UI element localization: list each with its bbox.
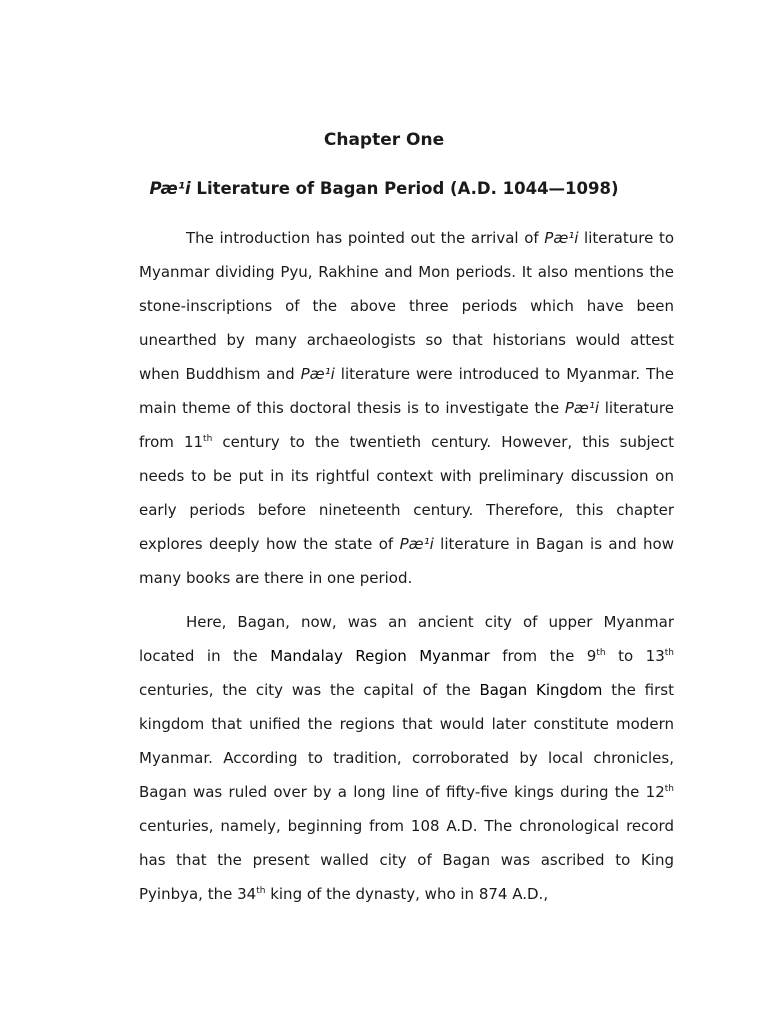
- ordinal-suffix: th: [203, 434, 213, 444]
- mandalay-region-link[interactable]: Mandalay Region Myanmar: [270, 647, 490, 665]
- paragraph-introduction: [139, 221, 674, 595]
- ordinal-suffix: th: [664, 784, 674, 794]
- text-run: literature from 11: [139, 399, 674, 451]
- text-run: literature were introduced to Myanmar. The main theme of this doctoral thesis is to investigate the: [139, 365, 674, 417]
- subtitle-text: Literature of Bagan Period (A.D. 1044—1098): [190, 179, 619, 198]
- pali-term: Pæ¹i: [149, 179, 191, 198]
- text-run: The introduction has pointed out the arrival of: [186, 229, 545, 247]
- ordinal-suffix: th: [664, 648, 674, 658]
- text-run: Here, Bagan, now, was an ancient city of upper Myanmar located in the: [139, 613, 674, 665]
- text-run: literature to Myanmar dividing Pyu, Rakhine and Mon periods. It also mentions the stone-inscriptions of the above three periods which have been unearthed by many archaeologists so that historians would attest when Buddhism and: [139, 229, 674, 383]
- paragraph-bagan: [139, 605, 674, 911]
- paragraph-bagan-clip: [139, 605, 674, 911]
- text-run: centuries, the city was the capital of the: [139, 681, 480, 699]
- pali-term: Pæ¹i: [399, 535, 434, 553]
- pali-term: Pæ¹i: [300, 365, 335, 383]
- text-run: from the 9: [489, 647, 597, 665]
- pali-term: Pæ¹i: [544, 229, 579, 247]
- text-run: king of the dynasty, who in 874 A.D.,: [265, 885, 549, 903]
- pali-term: Pæ¹i: [564, 399, 600, 417]
- text-run: century to the twentieth century. However, this subject needs to be put in its rightful context with preliminary discussion on early periods before nineteenth century. Therefore, this chapter explores deeply how the state of: [139, 433, 675, 553]
- ordinal-suffix: th: [256, 886, 266, 896]
- chapter-subtitle: [0, 179, 768, 198]
- bagan-kingdom-link[interactable]: Bagan Kingdom: [479, 681, 603, 699]
- text-run: to 13: [605, 647, 665, 665]
- text-run: the first kingdom that unified the regions that would later constitute modern Myanmar. According to tradition, corroborated by local chronicles, Bagan was ruled over by a long line of fifty-five kings during the 12: [139, 681, 674, 801]
- text-run: literature in Bagan is and how many books are there in one period.: [139, 535, 674, 587]
- ordinal-suffix: th: [596, 648, 606, 658]
- text-run: centuries, namely, beginning from 108 A.D. The chronological record has that the present walled city of Bagan was ascribed to King Pyinbya, the 34: [139, 817, 674, 903]
- chapter-title: Chapter One: [323, 130, 445, 150]
